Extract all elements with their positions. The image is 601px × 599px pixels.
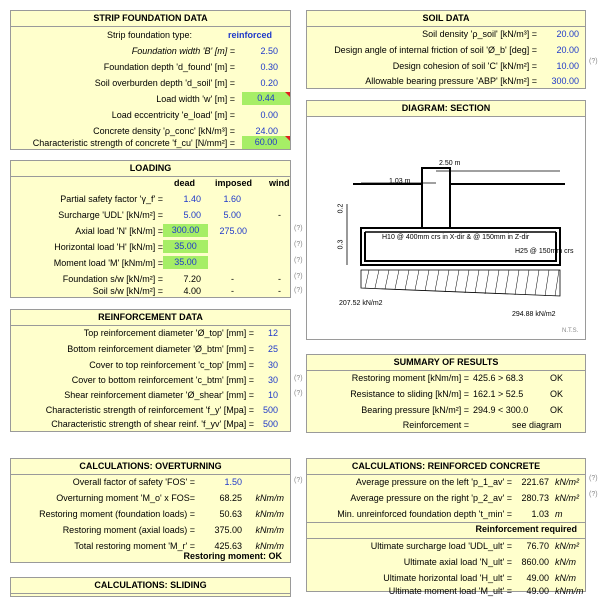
ot-row: Overturning moment 'M_o' x FOS= 68.25 kNm/m [56, 493, 284, 503]
pressure-diagram [361, 270, 560, 296]
strip-row-fcu: Characteristic strength of concrete 'f_cu' [N/mm²] = 60.00 [11, 135, 292, 151]
load-row: Horizontal load 'H' [kN/m] = 35.00 [11, 239, 292, 255]
reinforcement-panel [10, 309, 291, 432]
summary-row: Resistance to sliding [kN/m] = 162.1 > 52.5 OK [350, 389, 564, 399]
dim-width-label: 2.50 m [439, 160, 461, 167]
diagram-panel [306, 100, 586, 340]
sliding-panel [10, 577, 291, 597]
summary-row: Reinforcement = see diagram [402, 420, 562, 430]
foundation-type-value[interactable]: reinforced [227, 30, 272, 40]
dim-soil-label: 0.2 [337, 203, 345, 214]
load-row: Moment load 'M' [kNm/m] = 35.00 [11, 255, 292, 271]
ot-row: Restoring moment (axial loads) = 375.00 kNm/m [62, 525, 284, 535]
load-row: Soil s/w [kN/m²] = 4.00 - - [92, 286, 281, 296]
horizontal-dead-input[interactable]: 35.00 [163, 240, 208, 253]
load-width-input[interactable]: 0.44 [242, 92, 290, 105]
rc-row: Ultimate surcharge load 'UDL_ult' = 76.70 kN/m² [370, 541, 579, 551]
reinforcement-title: REINFORCEMENT DATA [11, 310, 290, 326]
concrete-panel [306, 458, 586, 596]
help-note[interactable]: (?) [294, 375, 303, 382]
reinf-row: Bottom reinforcement diameter 'Ø_btm' [mm] = 25 [67, 344, 278, 354]
reinf-row: Characteristic strength of reinforcement 'f_y' [Mpa] = 500 [45, 405, 278, 415]
help-note[interactable]: (?) [294, 257, 303, 264]
dim-depth-label: 0.3 [337, 239, 345, 250]
load-row: Foundation s/w [kN/m²] = 7.20 - - [62, 274, 281, 284]
strip-row-eccentricity: Load eccentricity 'e_load' [m] = 0.00 [11, 107, 292, 123]
sliding-title: CALCULATIONS: SLIDING [11, 578, 290, 594]
rebar-top-label: H10 @ 400mm crs in X-dir & @ 150mm in Z-dir [382, 234, 530, 241]
dim-offset-label: 1.03 m [389, 178, 411, 185]
overturning-title: CALCULATIONS: OVERTURNING [11, 459, 290, 475]
help-note[interactable]: (?) [589, 491, 598, 498]
reinf-row: Cover to top reinforcement 'c_top' [mm] = 30 [89, 360, 278, 370]
pressure-left-label: 207.52 kN/m2 [339, 300, 383, 307]
strip-row-width: Foundation width 'B' [m] = 2.50 [11, 43, 292, 59]
column [422, 168, 450, 228]
bearing-pressure-value[interactable]: 300.00 [551, 76, 579, 86]
summary-panel [306, 354, 586, 433]
loading-panel [10, 160, 291, 298]
rc-row: Average pressure on the right 'p_2_av' = 280.73 kN/m² [350, 493, 579, 503]
moment-dead-input[interactable]: 35.00 [163, 256, 208, 269]
help-note[interactable]: (?) [294, 390, 303, 397]
concrete-title: CALCULATIONS: REINFORCED CONCRETE [307, 459, 585, 475]
foundation-width-value[interactable]: 2.50 [260, 46, 278, 56]
strip-row-depth: Foundation depth 'd_found' [m] = 0.30 [11, 59, 292, 75]
reinforcement-required: Reinforcement required [475, 524, 577, 534]
rc-row: Ultimate axial load 'N_ult' = 860.00 kN/m [403, 557, 576, 567]
strip-row-type: Strip foundation type: reinforced [11, 27, 292, 43]
load-row: Partial safety factor 'γ_f' = 1.40 1.60 [60, 194, 241, 204]
load-row: Axial load 'N' [kN/m] = 300.00 275.00 [75, 225, 247, 236]
strip-row-load-width: Load width 'w' [m] = 0.44 [11, 91, 292, 107]
rebar-bottom-label: H25 @ 150mm crs [515, 248, 574, 255]
overturning-panel [10, 458, 291, 563]
soil-row-density: Soil density 'ρ_soil' [kN/m³] = 20.00 [307, 26, 587, 42]
col-imposed: imposed [215, 178, 253, 188]
ot-row: Restoring moment (foundation loads) = 50.63 kNm/m [39, 509, 284, 519]
concrete-strength-input[interactable]: 60.00 [242, 136, 290, 149]
friction-angle-value[interactable]: 20.00 [556, 45, 579, 55]
reinf-row: Characteristic strength of shear reinf. 'f_yv' [Mpa] = 500 [51, 419, 278, 429]
soil-data-title: SOIL DATA [307, 11, 585, 27]
summary-row: Restoring moment [kNm/m] = 425.6 > 68.3 OK [351, 373, 564, 383]
reinf-row: Cover to bottom reinforcement 'c_btm' [mm] = 30 [71, 375, 278, 385]
col-dead: dead [174, 178, 196, 188]
help-note[interactable]: (?) [589, 475, 598, 482]
diagram-title: DIAGRAM: SECTION [307, 101, 585, 117]
soil-row-angle: Design angle of internal friction of soil 'Ø_b' [deg] = 20.00 [307, 42, 587, 58]
ot-row: Overall factor of safety 'FOS' = 1.50 [72, 477, 242, 487]
rc-row: Average pressure on the left 'p_1_av' = 221.67 kN/m² [355, 477, 579, 487]
help-note[interactable]: (?) [294, 225, 303, 232]
soil-depth-value[interactable]: 0.20 [260, 78, 278, 88]
help-note[interactable]: (?) [294, 287, 303, 294]
help-note[interactable]: (?) [294, 477, 303, 484]
rc-row: Ultimate horizontal load 'H_ult' = 49.00 kN/m [383, 573, 576, 583]
axial-dead-input[interactable]: 300.00 [163, 224, 208, 237]
load-row: Surcharge 'UDL' [kN/m²] = 5.00 5.00 - [58, 210, 281, 220]
ot-row: Total restoring moment 'M_r' = 425.63 kNm/m [74, 541, 284, 551]
overturning-result: Restoring moment: OK [183, 551, 282, 561]
nts-label: N.T.S. [562, 328, 579, 334]
strip-row-soil-depth: Soil overburden depth 'd_soil' [m] = 0.20 [11, 75, 292, 91]
cohesion-value[interactable]: 10.00 [556, 61, 579, 71]
comment-marker-icon [285, 92, 290, 97]
eccentricity-value[interactable]: 0.00 [260, 110, 278, 120]
soil-help-note[interactable]: (?) [589, 58, 598, 65]
comment-marker-icon [285, 136, 290, 141]
strip-foundation-panel [10, 10, 291, 150]
reinf-row: Top reinforcement diameter 'Ø_top' [mm] = 12 [83, 328, 278, 338]
concrete-density-value[interactable]: 24.00 [255, 126, 278, 136]
summary-row: Bearing pressure [kN/m²] = 294.9 < 300.0 OK [361, 405, 564, 415]
pressure-right-label: 294.88 kN/m2 [512, 311, 556, 318]
soil-density-value[interactable]: 20.00 [556, 29, 579, 39]
reinf-row: Shear reinforcement diameter 'Ø_shear' [mm] = 10 [64, 390, 278, 400]
soil-row-cohesion: Design cohesion of soil 'C' [kN/m²] = 10.00 [307, 58, 587, 74]
strip-row-density: Concrete density 'ρ_conc' [kN/m³] = 24.00 [11, 123, 292, 139]
help-note[interactable]: (?) [294, 273, 303, 280]
section-diagram [307, 116, 587, 341]
strip-foundation-title: STRIP FOUNDATION DATA [11, 11, 290, 27]
help-note[interactable]: (?) [294, 241, 303, 248]
col-wind: wind [269, 178, 290, 188]
foundation-depth-value[interactable]: 0.30 [260, 62, 278, 72]
loading-title: LOADING [11, 161, 290, 177]
soil-data-panel [306, 10, 586, 89]
summary-title: SUMMARY OF RESULTS [307, 355, 585, 371]
soil-row-abp: Allowable bearing pressure 'ABP' [kN/m²] = 300.00 [307, 73, 587, 89]
rc-row: Ultimate moment load 'M_ult' = 49.00 kNm/m [388, 586, 584, 596]
rc-row: Min. unreinforced foundation depth 't_min' = 1.03 m [337, 509, 563, 519]
